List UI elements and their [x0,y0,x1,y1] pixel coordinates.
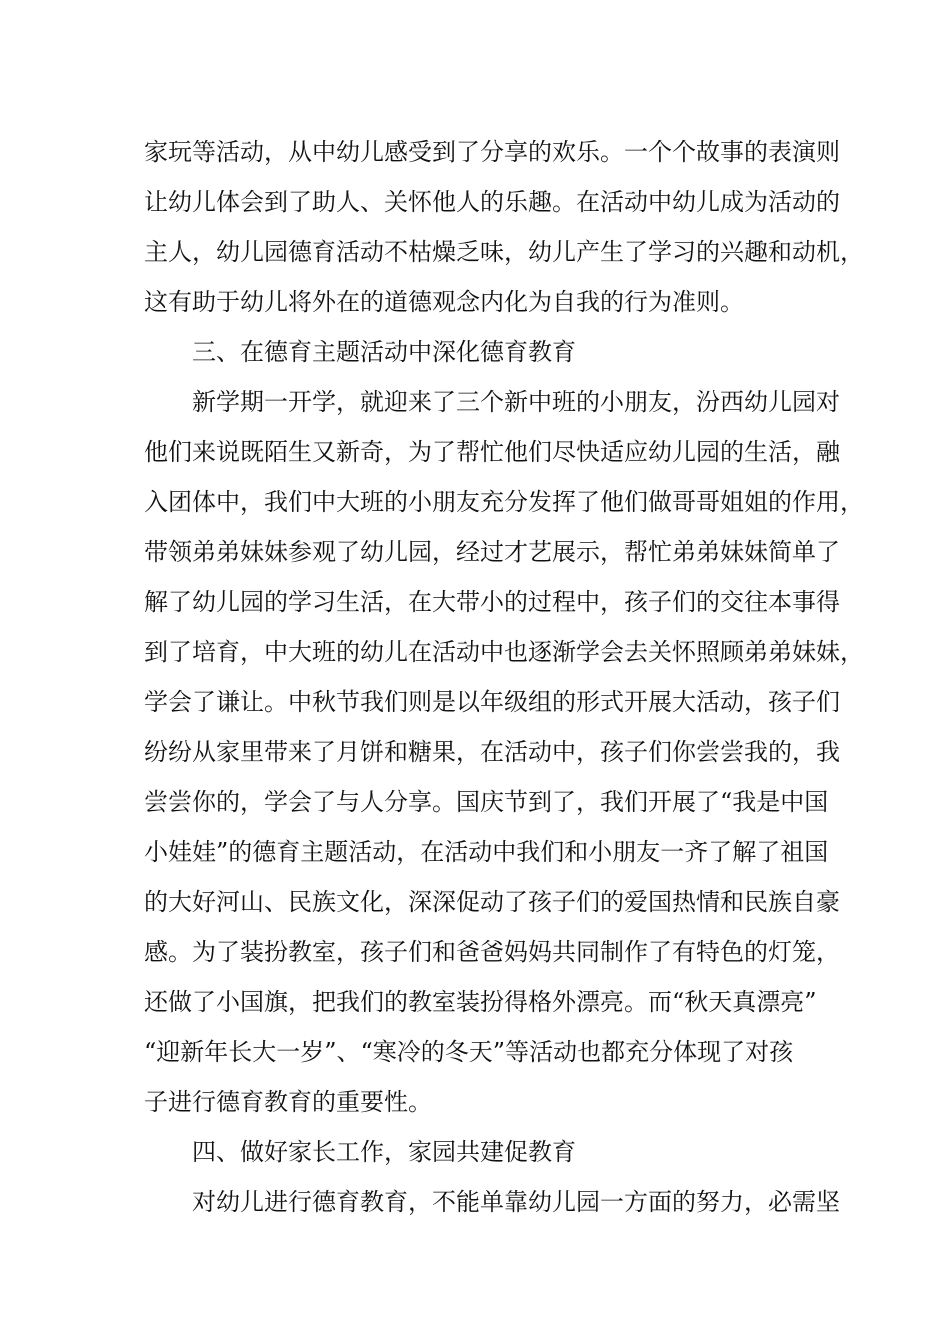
body-line: 带领弟弟妹妹参观了幼儿园，经过才艺展示，帮忙弟弟妹妹简单了 [144,538,840,566]
body-line: 入团体中，我们中大班的小朋友充分发挥了他们做哥哥姐姐的作用， [144,488,864,516]
body-line: 学会了谦让。中秋节我们则是以年级组的形式开展大活动，孩子们 [144,688,840,716]
body-line: 主人，幼儿园德育活动不枯燥乏味，幼儿产生了学习的兴趣和动机， [144,238,864,266]
paragraph-first-line: 新学期一开学，就迎来了三个新中班的小朋友，汾西幼儿园对 [192,388,840,416]
body-line: 到了培育，中大班的幼儿在活动中也逐渐学会去关怀照顾弟弟妹妹， [144,638,864,666]
paragraph-first-line: 对幼儿进行德育教育，不能单靠幼儿园一方面的努力，必需坚 [192,1188,840,1216]
body-line: 的大好河山、民族文化，深深促动了孩子们的爱国热情和民族自豪 [144,888,840,916]
body-line: 家玩等活动，从中幼儿感受到了分享的欢乐。一个个故事的表演则 [144,138,840,166]
section-heading-3: 三、在德育主题活动中深化德育教育 [192,338,576,366]
body-line: 他们来说既陌生又新奇，为了帮忙他们尽快适应幼儿园的生活，融 [144,438,840,466]
body-line: 还做了小国旗，把我们的教室装扮得格外漂亮。而“秋天真漂亮” [144,988,817,1016]
body-line: 小娃娃”的德育主题活动，在活动中我们和小朋友一齐了解了祖国 [144,838,829,866]
body-line: 纷纷从家里带来了月饼和糖果，在活动中，孩子们你尝尝我的，我 [144,738,840,766]
body-line: “迎新年长大一岁”、“寒冷的冬天”等活动也都充分体现了对孩 [144,1038,794,1066]
body-line: 这有助于幼儿将外在的道德观念内化为自我的行为准则。 [144,288,744,316]
body-line: 解了幼儿园的学习生活，在大带小的过程中，孩子们的交往本事得 [144,588,840,616]
body-line: 让幼儿体会到了助人、关怀他人的乐趣。在活动中幼儿成为活动的 [144,188,840,216]
body-line: 感。为了装扮教室，孩子们和爸爸妈妈共同制作了有特色的灯笼， [144,938,840,966]
body-line: 尝尝你的，学会了与人分享。国庆节到了，我们开展了“我是中国 [144,788,829,816]
body-line: 子进行德育教育的重要性。 [144,1088,432,1116]
section-heading-4: 四、做好家长工作，家园共建促教育 [192,1138,576,1166]
